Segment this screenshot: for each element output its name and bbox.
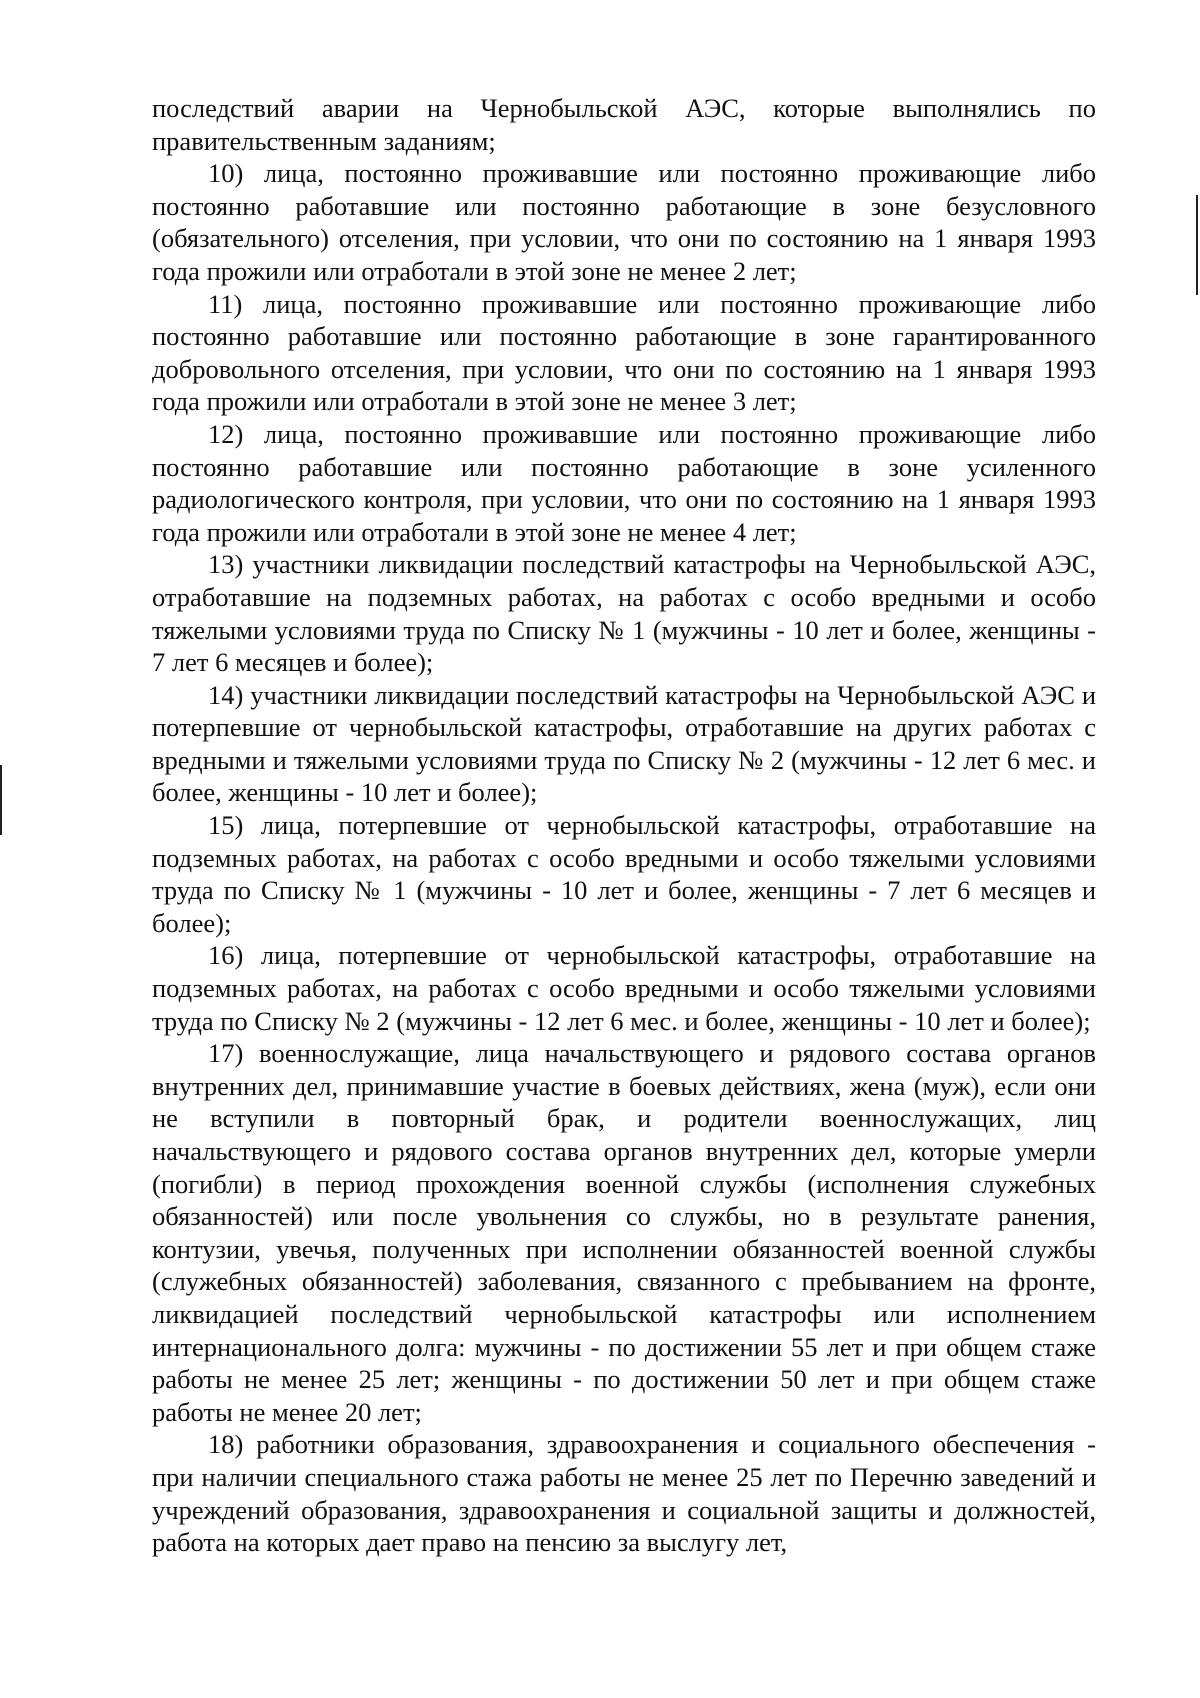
paragraph-item-18: 18) работники образования, здравоохранения и социального обеспечения - при наличии специального стажа работы не менее 25 лет по Перечню заведений и учреждений образования, здравоохранения и социальной защиты и должностей, работа на которых дает право на пенсию за выслугу лет, [152, 1429, 1096, 1558]
scan-edge-mark [1196, 195, 1198, 295]
paragraph-item-15: 15) лица, потерпевшие от чернобыльской катастрофы, отработавшие на подземных работах, на работах с особо вредными и особо тяжелыми условиями труда по Списку № 1 (мужчины - 10 лет и более, женщины - 7 лет 6 месяцев и более); [152, 810, 1096, 938]
paragraph-item-12: 12) лица, постоянно проживавшие или постоянно проживающие либо постоянно работавшие или постоянно работающие в зоне усиленного радиологического контроля, при условии, что они по состоянию на 1 января 1993 года прожили или отработали в этой зоне не менее 4 лет; [152, 418, 1096, 547]
paragraph-item-13: 13) участники ликвидации последствий катастрофы на Чернобыльской АЭС, отработавшие на подземных работах, на работах с особо вредными и особо тяжелыми условиями труда по Списку № 1 (мужчины - 10 лет и более, женщины - 7 лет 6 месяцев и более); [152, 549, 1096, 678]
scan-edge-mark [0, 765, 2, 835]
paragraph-item-17: 17) военнослужащие, лица начальствующего и рядового состава органов внутренних дел, принимавшие участие в боевых действиях, жена (муж), если они не вступили в повторный брак, и родители военнослужащих, лиц начальствующего и рядового состава органов внутренних дел, которые умерли (погибли) в период прохождения военной службы (исполнения служебных обязанностей) или после увольнения со службы, но в результате ранения, контузии, увечья, полученных при исполнении обязанностей военной службы (служебных обязанностей) заболевания, связанного с пребыванием на фронте, ликвидацией последствий чернобыльской катастрофы или исполнением интернационального долга: мужчины - по достижении 55 лет и при общем стаже работы не менее 25 лет; женщины - по достижении 50 лет и при общем стаже работы не менее 20 лет; [152, 1038, 1096, 1427]
document-body [152, 92, 1096, 1559]
paragraph-continuation: последствий аварии на Чернобыльской АЭС, которые выполнялись по правительственным заданиям; [152, 93, 1096, 156]
paragraph-item-16: 16) лица, потерпевшие от чернобыльской катастрофы, отработавшие на подземных работах, на работах с особо вредными и особо тяжелыми условиями труда по Списку № 2 (мужчины - 12 лет 6 мес. и более, женщины - 10 лет и более); [152, 940, 1096, 1036]
paragraph-item-14: 14) участники ликвидации последствий катастрофы на Чернобыльской АЭС и потерпевшие от чернобыльской катастрофы, отработавшие на других работах с вредными и тяжелыми условиями труда по Списку № 2 (мужчины - 12 лет 6 мес. и более, женщины - 10 лет и более); [152, 679, 1096, 808]
paragraph-item-10: 10) лица, постоянно проживавшие или постоянно проживающие либо постоянно работавшие или постоянно работающие в зоне безусловного (обязательного) отселения, при условии, что они по состоянию на 1 января 1993 года прожили или отработали в этой зоне не менее 2 лет; [152, 158, 1096, 286]
paragraph-item-11: 11) лица, постоянно проживавшие или постоянно проживающие либо постоянно работавшие или постоянно работающие в зоне гарантированного добровольного отселения, при условии, что они по состоянию на 1 января 1993 года прожили или отработали в этой зоне не менее 3 лет; [152, 288, 1096, 417]
